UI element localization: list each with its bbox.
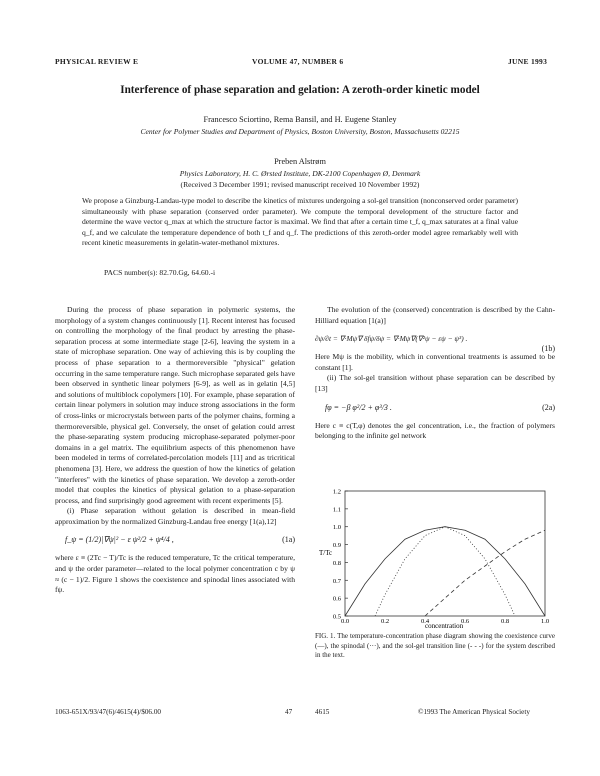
reduced-temp-paragraph: where ε ≡ (2Tc − T)/Tc is the reduced temperature, Tc the critical temperature, and ψ the order parameter—related to the local polymer concentration c by ψ ≈ (c − 1)/2. Figure 1 shows the coexistence and spinodal lines associated with fψ.	[55, 553, 295, 595]
issn-code: 1063-651X/93/47(6)/4615(4)/$06.00	[55, 708, 162, 716]
phase-diagram-figure	[315, 485, 555, 630]
y-axis-label: T/Tc	[319, 549, 333, 557]
author-2: Preben Alstrøm	[274, 157, 326, 166]
affiliation-1: Center for Polymer Studies and Department of Physics, Boston University, Boston, Massachusetts 02215	[140, 127, 460, 136]
y-tick-label: 0.6	[332, 595, 341, 603]
right-column	[315, 305, 555, 442]
sol-gel-transition-line-line	[425, 530, 545, 616]
plot-frame	[345, 491, 545, 616]
abstract: We propose a Ginzburg-Landau-type model to describe the kinetics of mixtures undergoing a sol-gel transition (nonconserved order parameter) simultaneously with phase separation (conserved order parameter). We compute the temporal development of the structure factor and determine the wave vector q_max at which the structure factor is maximal. We find that after a certain time t_f, q_max saturates at a final value q_f, and we calculate the temperature dependence of both t_f and q_f. The predictions of this zeroth-order model agree remarkably well with recent kinetic measurements in gelatin-water-methanol mixtures.	[82, 196, 518, 247]
volume-number: VOLUME 47, NUMBER 6	[252, 57, 344, 66]
x-tick-label: 0.0	[340, 618, 350, 625]
equation-2a-body: fφ = −β φ²/2 + φ³/3 .	[325, 402, 392, 412]
coexistence-curve-line	[345, 527, 545, 616]
sol-gel-paragraph: (ii) The sol-gel transition without phase separation can be described by [13]	[315, 373, 555, 393]
authors: Francesco Sciortino, Rema Bansil, and H. Eugene Stanley	[203, 115, 397, 124]
x-tick-label: 1.0	[540, 618, 550, 625]
left-column	[55, 305, 295, 596]
paper-title: Interference of phase separation and gelation: A zeroth-order kinetic model	[120, 84, 480, 96]
y-tick-label: 0.8	[332, 559, 341, 567]
intro-paragraph: During the process of phase separation in polymeric systems, the morphology of a system changes continuously [1]. Recent interest has focused on controlling the morphology of the final product by arresting the phase-separation process at some intermediate stage [2-6], leaving the system in a state of microphase separation. One way of achieving this is by coupling the process of phase separation to a thermoreversible "physical" gelation occurring in the same temperature range. Such microphase separated gels have been observed in synthetic linear polymers [6-9], as well as in gelatin [4,5] and solutions of multiblock copolymers [10]. For example, phase separation of certain linear polymers in solution may induce strong associations in the form of cross-links or microcrystals between parts of the polymer chains, forming a thermoreversible, physical gel. Conversely, the onset of gelation could arrest the phase-separating system producing microphase-separated polymer-poor domains in a gel matrix. The equilibrium aspects of this phenomenon have been modeled in terms of correlated-percolation models [11] and as tricritical phenomena [3]. Here, we address the question of how the kinetics of gelation "interferes" with the kinetics of phase separation. We develop a zeroth-order model that couples the kinetics of physical gelation to a phase-separation process, and find surprisingly good agreement with recent experiments [5].	[55, 305, 295, 505]
y-tick-label: 0.7	[332, 577, 341, 585]
x-tick-label: 0.8	[500, 618, 510, 625]
y-tick-label: 0.5	[332, 613, 341, 621]
figure-caption: FIG. 1. The temperature-concentration phase diagram showing the coexistence curve (—), the spinodal (···), and the sol-gel transition line (- - -) for the system described in the text.	[315, 632, 555, 659]
x-tick-label: 0.4	[420, 618, 430, 625]
y-tick-label: 1.0	[332, 524, 341, 532]
equation-2a	[315, 395, 555, 421]
page-left: 47	[285, 708, 293, 716]
x-axis-label: concentration	[425, 622, 464, 630]
gel-concentration-paragraph: Here c ≡ c(T,φ) denotes the gel concentration, i.e., the fraction of polymers belonging to the infinite gel network	[315, 420, 555, 441]
pacs-numbers: PACS number(s): 82.70.Gg, 64.60.-i	[104, 268, 216, 277]
equation-1b-number: (1b)	[541, 344, 555, 354]
equation-1b-body: ∂ψ/∂t = ∇·Mψ∇ δfψ/δψ = ∇·Mψ∇(∇²ψ − εψ − ψ³) .	[315, 334, 468, 344]
received-date: (Received 3 December 1991; revised manuscript received 10 November 1992)	[180, 180, 420, 189]
equation-1a-number: (1a)	[282, 535, 295, 545]
y-tick-label: 1.1	[332, 506, 341, 514]
phase-separation-paragraph: (i) Phase separation without gelation is described in mean-field approximation by the normalized Ginzburg-Landau free energy [1(a),12]	[55, 506, 295, 526]
equation-2a-number: (2a)	[542, 402, 555, 412]
x-tick-label: 0.2	[380, 618, 390, 625]
journal-name: PHYSICAL REVIEW E	[55, 57, 139, 66]
mobility-paragraph: Here Mψ is the mobility, which in conventional treatments is assumed to be constant [1].	[315, 352, 555, 372]
x-tick-label: 0.6	[460, 618, 470, 625]
equation-1b	[315, 326, 555, 352]
y-tick-label: 1.2	[332, 488, 341, 496]
y-tick-label: 0.9	[332, 542, 341, 550]
affiliation-2: Physics Laboratory, H. C. Ørsted Institute, DK-2100 Copenhagen Ø, Denmark	[179, 169, 421, 178]
equation-1a	[55, 527, 295, 553]
copyright: ©1993 The American Physical Society	[418, 708, 530, 716]
issue-date: JUNE 1993	[508, 57, 548, 66]
page-right: 4615	[315, 708, 330, 716]
equation-1a-body: f_ψ = (1/2)|∇ψ|² − ε ψ²/2 + ψ⁴/4 ,	[65, 535, 174, 545]
cahn-hilliard-paragraph: The evolution of the (conserved) concentration is described by the Cahn-Hilliard equation [1(a)]	[315, 305, 555, 325]
spinodal-line	[375, 527, 515, 616]
